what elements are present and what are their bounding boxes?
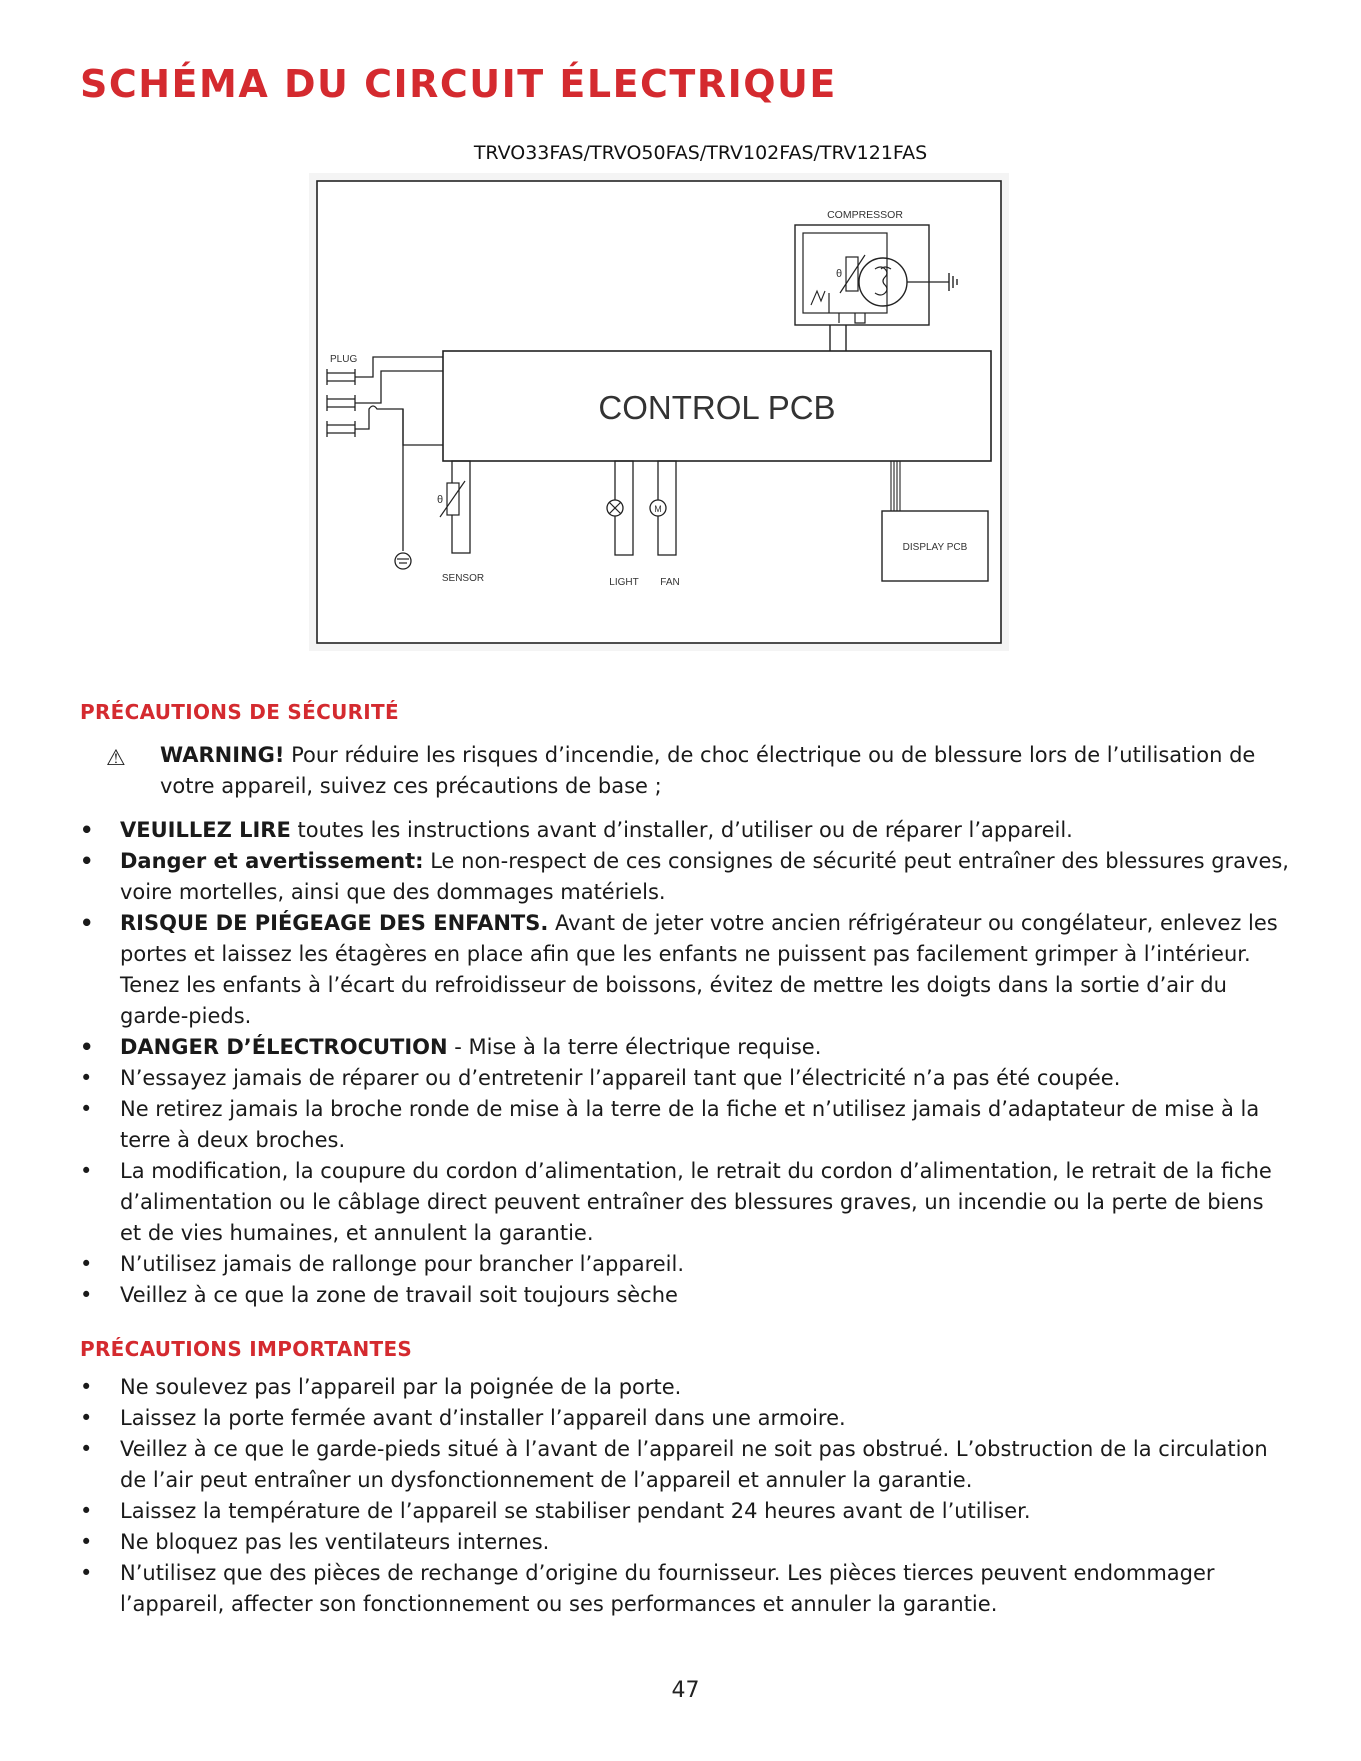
- model-numbers: TRVO33FAS/TRVO50FAS/TRV102FAS/TRV121FAS: [473, 142, 928, 164]
- list-item: [80, 846, 1290, 908]
- list-item: [80, 815, 1290, 846]
- display-pcb-label: DISPLAY PCB: [902, 542, 968, 553]
- bullet-icon: •: [80, 1375, 93, 1399]
- sensor-label: SENSOR: [441, 573, 485, 584]
- fan-label: FAN: [660, 577, 680, 588]
- list-item-text: N’essayez jamais de réparer ou d’entretenir l’appareil tant que l’électricité n’a pas été coupée.: [120, 1066, 1121, 1090]
- list-item: [80, 1434, 1290, 1496]
- bullet-icon: •: [80, 1252, 93, 1276]
- warning-lead: WARNING!: [160, 743, 285, 767]
- wiring-diagram-svg: [309, 173, 1009, 651]
- list-item: [80, 1156, 1290, 1249]
- page-number: 47: [671, 1678, 700, 1703]
- theta-symbol: θ: [836, 268, 843, 280]
- list-item-text: Ne soulevez pas l’appareil par la poignée de la porte.: [120, 1375, 682, 1399]
- page-title: SCHÉMA DU CIRCUIT ÉLECTRIQUE: [80, 62, 837, 106]
- control-pcb-label: CONTROL PCB: [598, 389, 836, 426]
- list-item: [80, 1063, 1290, 1094]
- warning-triangle-icon: ⚠: [106, 746, 126, 771]
- bullet-icon: •: [80, 1499, 93, 1523]
- list-item-lead: DANGER D’ÉLECTROCUTION: [120, 1035, 448, 1059]
- list-item-text: toutes les instructions avant d’installer, d’utiliser ou de réparer l’appareil.: [290, 818, 1073, 842]
- list-item-text: - Mise à la terre électrique requise.: [447, 1035, 822, 1059]
- list-item-text: Ne retirez jamais la broche ronde de mise à la terre de la fiche et n’utilisez jamais d’adaptateur de mise à la terre à deux broches.: [120, 1097, 1260, 1152]
- warning-paragraph: [160, 740, 1270, 802]
- list-item-text: Laissez la température de l’appareil se stabiliser pendant 24 heures avant de l’utiliser.: [120, 1499, 1031, 1523]
- plug-label: PLUG: [330, 354, 358, 365]
- warning-text: Pour réduire les risques d’incendie, de choc électrique ou de blessure lors de l’utilisation de votre appareil, suivez ces précautions de base ;: [160, 743, 1256, 798]
- bullet-icon: •: [80, 911, 94, 935]
- list-item: [80, 1032, 1290, 1063]
- warning-block: [100, 740, 1270, 802]
- list-item-text: Le non-respect de ces consignes de sécurité peut entraîner des blessures graves, voire mortelles, ainsi que des dommages matériels.: [120, 849, 1289, 904]
- bullet-icon: •: [80, 1283, 93, 1307]
- safety-heading: PRÉCAUTIONS DE SÉCURITÉ: [80, 700, 399, 724]
- list-item-text: Avant de jeter votre ancien réfrigérateur ou congélateur, enlevez les portes et laissez les étagères en place afin que les enfants ne puissent pas facilement grimper à l’intérieur. Tenez les enfants à l’écart du refroidisseur de boissons, évitez de mettre les doigts dans la sortie d’air du garde-pieds.: [120, 911, 1278, 1028]
- bullet-icon: •: [80, 1406, 93, 1430]
- bullet-icon: •: [80, 1097, 93, 1121]
- bullet-icon: •: [80, 1561, 93, 1585]
- list-item: [80, 1094, 1290, 1156]
- list-item: [80, 1496, 1290, 1527]
- bullet-icon: •: [80, 1159, 93, 1183]
- list-item: [80, 1372, 1290, 1403]
- list-item: [80, 908, 1290, 1032]
- bullet-icon: •: [80, 1066, 93, 1090]
- list-item: [80, 1558, 1290, 1620]
- list-item-lead: VEUILLEZ LIRE: [120, 818, 291, 842]
- safety-list: [80, 815, 1290, 1311]
- list-item: [80, 1280, 1290, 1311]
- important-heading: PRÉCAUTIONS IMPORTANTES: [80, 1337, 413, 1361]
- list-item-lead: Danger et avertissement:: [120, 849, 424, 873]
- fan-motor-symbol: M: [654, 504, 662, 514]
- list-item-text: Laissez la porte fermée avant d’installer l’appareil dans une armoire.: [120, 1406, 846, 1430]
- sensor-theta-symbol: θ: [437, 494, 444, 506]
- bullet-icon: •: [80, 849, 94, 873]
- bullet-icon: •: [80, 1530, 93, 1554]
- light-label: LIGHT: [609, 577, 639, 588]
- list-item: [80, 1249, 1290, 1280]
- bullet-icon: •: [80, 1437, 93, 1461]
- list-item-text: N’utilisez jamais de rallonge pour brancher l’appareil.: [120, 1252, 685, 1276]
- list-item-text: Ne bloquez pas les ventilateurs internes.: [120, 1530, 550, 1554]
- wiring-diagram: [309, 173, 1009, 651]
- list-item-lead: RISQUE DE PIÉGEAGE DES ENFANTS.: [120, 911, 549, 935]
- list-item-text: La modification, la coupure du cordon d’alimentation, le retrait du cordon d’alimentation, le retrait de la fiche d’alimentation ou le câblage direct peuvent entraîner des blessures graves, un incendie ou la perte de biens et de vies humaines, et annulent la garantie.: [120, 1159, 1272, 1245]
- list-item-text: N’utilisez que des pièces de rechange d’origine du fournisseur. Les pièces tierces peuvent endommager l’appareil, affecter son fonctionnement ou ses performances et annuler la garantie.: [120, 1561, 1215, 1616]
- list-item-text: Veillez à ce que le garde-pieds situé à l’avant de l’appareil ne soit pas obstrué. L’obstruction de la circulation de l’air peut entraîner un dysfonctionnement de l’appareil et annuler la garantie.: [120, 1437, 1268, 1492]
- list-item: [80, 1403, 1290, 1434]
- compressor-label: COMPRESSOR: [827, 209, 903, 221]
- bullet-icon: •: [80, 1035, 94, 1059]
- bullet-icon: •: [80, 818, 94, 842]
- important-list: [80, 1372, 1290, 1620]
- list-item-text: Veillez à ce que la zone de travail soit toujours sèche: [120, 1283, 678, 1307]
- list-item: [80, 1527, 1290, 1558]
